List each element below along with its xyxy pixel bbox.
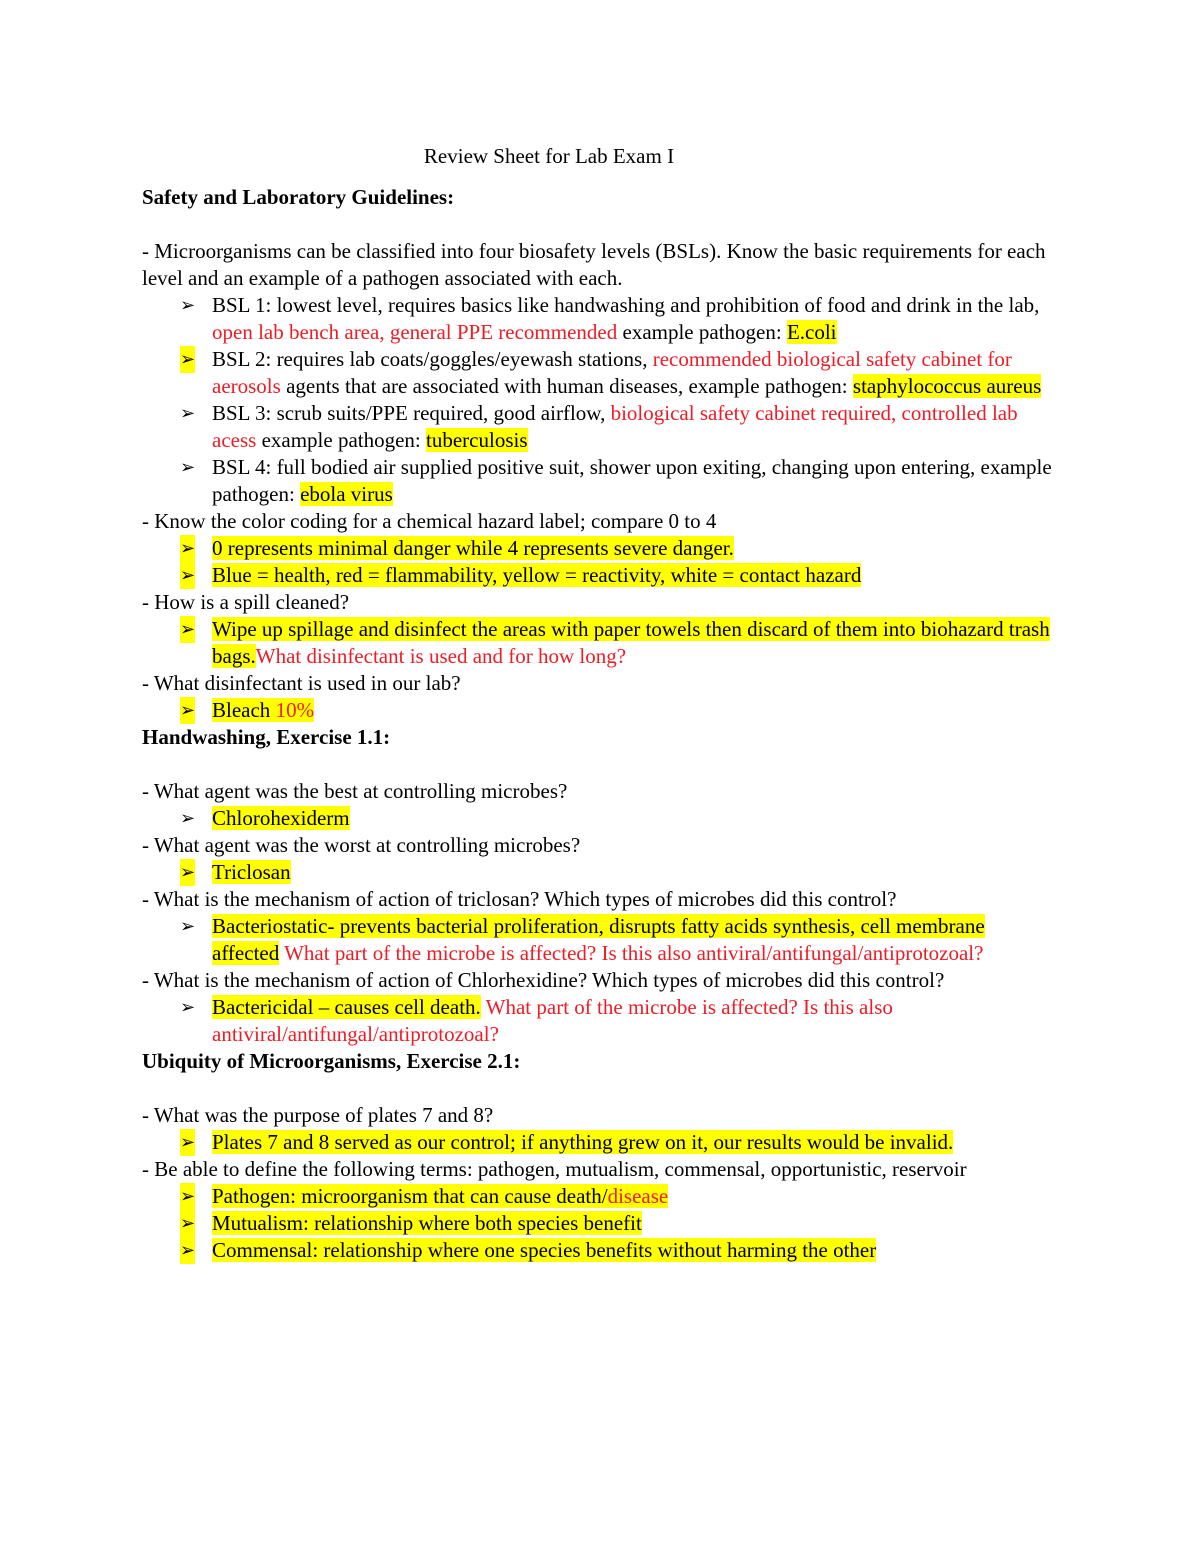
bullet-item: ➢ Triclosan [180,860,291,884]
question: - What agent was the best at controlling microbes? [142,779,568,803]
question: - Microorganisms can be classified into four biosafety levels (BSLs). Know the basic requirements for each level and an example of a pathogen associated with each. [142,239,1046,290]
arrowhead-bullet-icon: ➢ [180,535,195,562]
bullet-item: ➢ BSL 3: scrub suits/PPE required, good airflow, biological safety cabinet required, controlled lab acess example pathogen: tuberculosis [180,401,1018,452]
arrowhead-bullet-icon: ➢ [180,1210,195,1237]
question: - What is the mechanism of action of triclosan? Which types of microbes did this control? [142,887,897,911]
bullet-item: ➢ Blue = health, red = flammability, yellow = reactivity, white = contact hazard [180,563,862,587]
arrowhead-bullet-icon: ➢ [180,1129,195,1156]
question: - What agent was the worst at controlling microbes? [142,833,581,857]
arrowhead-bullet-icon: ➢ [180,697,195,724]
document-page [142,143,1052,1264]
question: - What was the purpose of plates 7 and 8? [142,1103,494,1127]
arrowhead-bullet-icon: ➢ [180,1183,195,1210]
arrowhead-bullet-icon: ➢ [180,997,196,1018]
bullet-item: ➢ Bacteriostatic- prevents bacterial proliferation, disrupts fatty acids synthesis, cell membrane affected What part of the microbe is affected? Is this also antiviral/antifungal/antiprotozoal? [180,914,985,965]
section-heading-handwashing: Handwashing, Exercise 1.1: [142,725,391,749]
bullet-item: ➢ Chlorohexiderm [180,806,350,830]
bullet-item: ➢ Pathogen: microorganism that can cause death/disease [180,1184,669,1208]
arrowhead-bullet-icon: ➢ [180,808,196,829]
arrowhead-bullet-icon: ➢ [180,403,196,424]
bullet-item: ➢ Bleach 10% [180,698,315,722]
bullet-item: ➢ Mutualism: relationship where both species benefit [180,1211,642,1235]
bullet-item: ➢ Bactericidal – causes cell death. What part of the microbe is affected? Is this also antiviral/antifungal/antiprotozoal? [180,995,893,1046]
arrowhead-bullet-icon: ➢ [180,616,195,643]
bullet-item: ➢ BSL 4: full bodied air supplied positive suit, shower upon exiting, changing upon entering, example pathogen: ebola virus [180,455,1052,506]
question: - What disinfectant is used in our lab? [142,671,461,695]
arrowhead-bullet-icon: ➢ [180,457,196,478]
arrowhead-bullet-icon: ➢ [180,295,196,316]
bullet-item: ➢ BSL 1: lowest level, requires basics like handwashing and prohibition of food and drink in the lab, open lab bench area, general PPE recommended example pathogen: E.coli [180,293,1040,344]
question: - How is a spill cleaned? [142,590,350,614]
bullet-item: ➢ BSL 2: requires lab coats/goggles/eyewash stations, recommended biological safety cabinet for aerosols agents that are associated with human diseases, example pathogen: staphylococcus aureus [180,347,1042,398]
arrowhead-bullet-icon: ➢ [180,859,195,886]
bullet-item: ➢ 0 represents minimal danger while 4 represents severe danger. [180,536,734,560]
arrowhead-bullet-icon: ➢ [180,916,196,937]
question: - Be able to define the following terms: pathogen, mutualism, commensal, opportunistic, reservoir [142,1157,967,1181]
arrowhead-bullet-icon: ➢ [180,346,195,373]
arrowhead-bullet-icon: ➢ [180,1237,195,1264]
bullet-item: ➢ Wipe up spillage and disinfect the areas with paper towels then discard of them into biohazard trash bags.What disinfectant is used and for how long? [180,617,1050,668]
page-title: Review Sheet for Lab Exam I [423,144,675,168]
section-heading-safety: Safety and Laboratory Guidelines: [142,185,455,209]
arrowhead-bullet-icon: ➢ [180,562,195,589]
bullet-item: ➢ Plates 7 and 8 served as our control; if anything grew on it, our results would be invalid. [180,1130,954,1154]
question: - What is the mechanism of action of Chlorhexidine? Which types of microbes did this control? [142,968,945,992]
section-heading-ubiquity: Ubiquity of Microorganisms, Exercise 2.1: [142,1049,521,1073]
bullet-item: ➢ Commensal: relationship where one species benefits without harming the other [180,1238,877,1262]
question: - Know the color coding for a chemical hazard label; compare 0 to 4 [142,509,717,533]
